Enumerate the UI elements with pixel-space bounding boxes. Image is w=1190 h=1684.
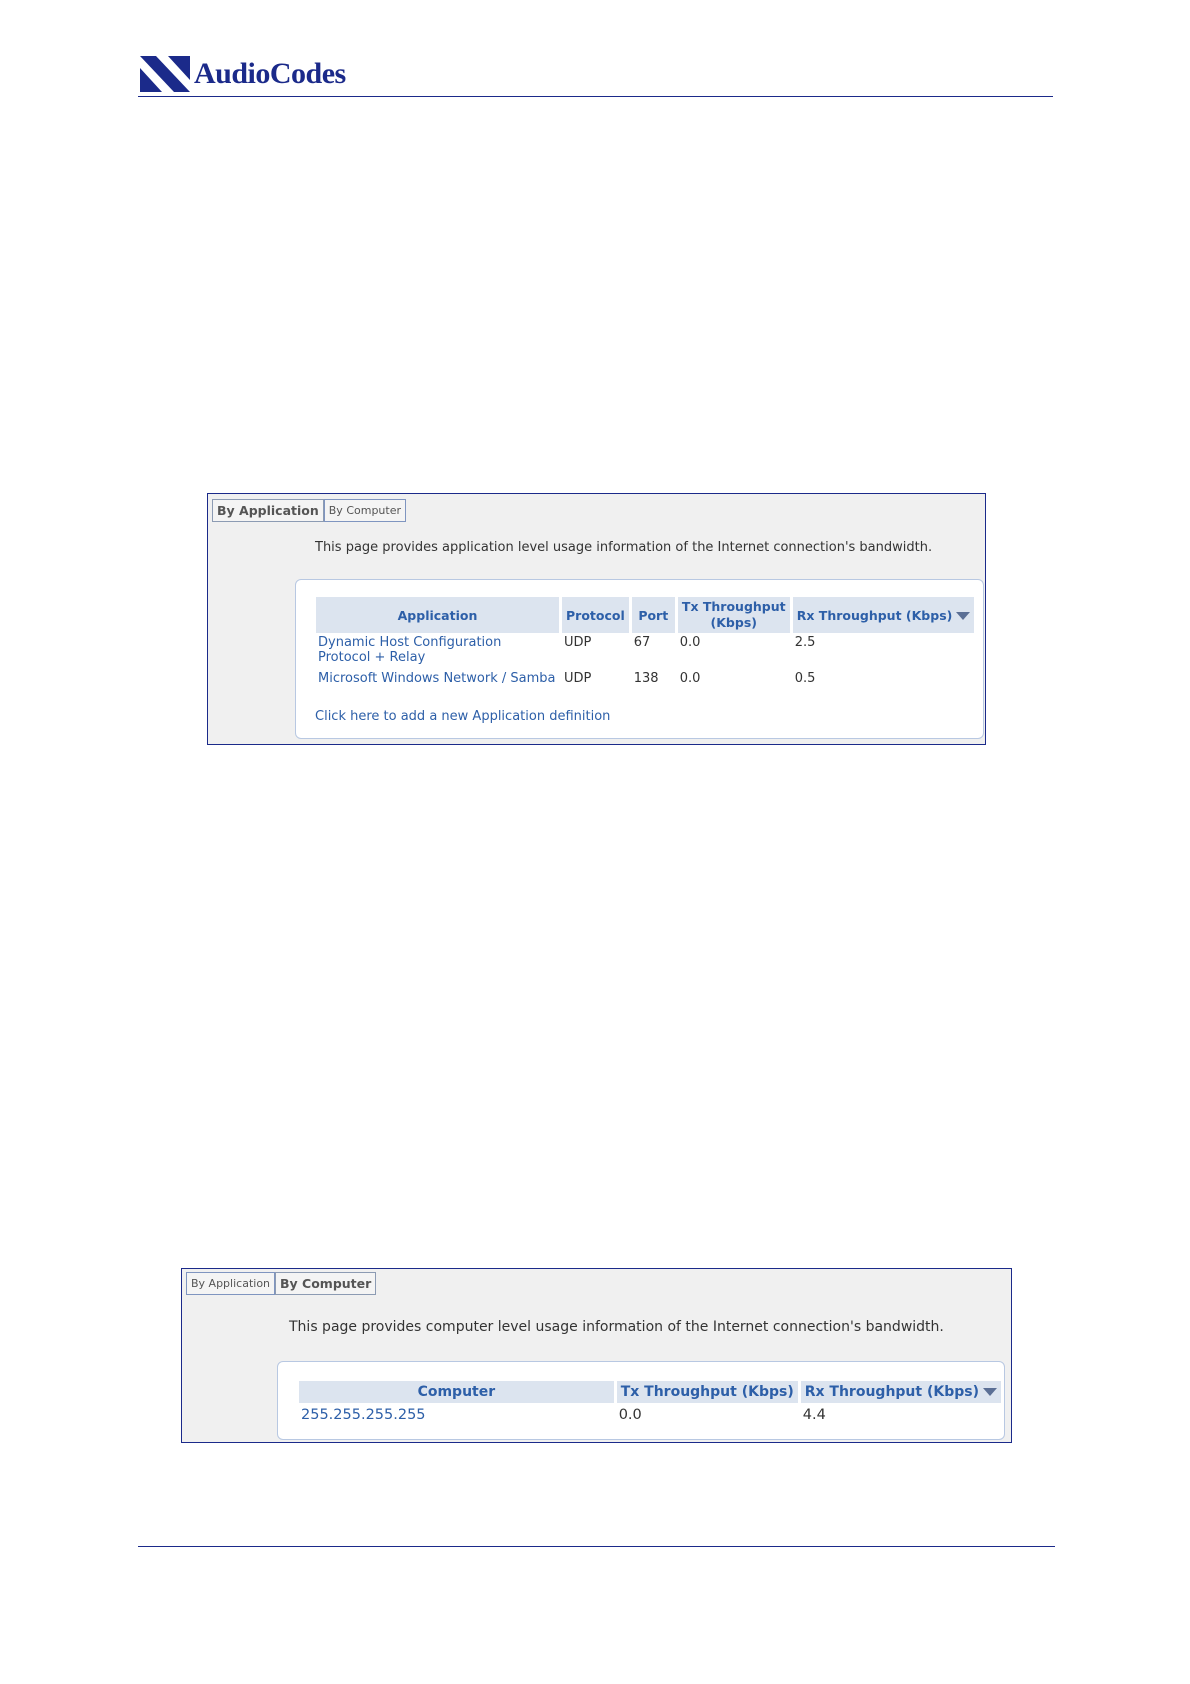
tab-by-computer[interactable]: By Computer (324, 499, 406, 522)
sort-descending-icon[interactable] (956, 612, 970, 620)
computer-link[interactable]: 255.255.255.255 (301, 1407, 426, 1423)
column-header-rx-throughput[interactable]: Rx Throughput (Kbps) (801, 1381, 1001, 1403)
logo-text: AudioCodes (194, 57, 346, 90)
column-header-port[interactable]: Port (632, 597, 675, 633)
column-header-protocol[interactable]: Protocol (562, 597, 629, 633)
tx-throughput-cell: 0.0 (618, 1407, 642, 1423)
rx-throughput-cell: 0.5 (794, 671, 816, 686)
rx-throughput-cell: 2.5 (794, 635, 816, 650)
page-description: This page provides computer level usage information of the Internet connection's bandwidth. (289, 1319, 944, 1335)
tx-throughput-cell: 0.0 (679, 671, 701, 686)
page-description: This page provides application level usage information of the Internet connection's bandwidth. (315, 540, 933, 555)
table-row (299, 1403, 1001, 1425)
application-usage-table (313, 597, 977, 705)
protocol-cell: UDP (564, 671, 592, 686)
application-link[interactable]: Dynamic Host Configuration Protocol + Relay (318, 635, 502, 665)
port-cell: 67 (633, 635, 651, 650)
rx-throughput-cell: 4.4 (802, 1407, 826, 1423)
tab-bar (186, 1272, 376, 1295)
sort-descending-icon[interactable] (983, 1388, 997, 1396)
add-application-definition-link[interactable]: Click here to add a new Application definition (315, 709, 611, 724)
audiocodes-logo-mark-icon (140, 56, 190, 92)
tx-throughput-cell: 0.0 (679, 635, 701, 650)
tab-bar (212, 499, 406, 522)
column-header-rx-throughput[interactable]: Rx Throughput (Kbps) (793, 597, 975, 633)
port-cell: 138 (633, 671, 659, 686)
by-application-screenshot (207, 493, 986, 745)
by-computer-screenshot (181, 1268, 1012, 1443)
table-row (316, 669, 974, 705)
usage-panel (277, 1361, 1005, 1440)
protocol-cell: UDP (564, 635, 592, 650)
usage-panel (295, 579, 984, 739)
tab-by-application[interactable]: By Application (186, 1272, 275, 1295)
column-header-tx-throughput[interactable]: Tx Throughput (Kbps) (678, 597, 790, 633)
application-link[interactable]: Microsoft Windows Network / Samba (318, 671, 556, 686)
column-header-computer[interactable]: Computer (299, 1381, 614, 1403)
audiocodes-logo (140, 55, 346, 93)
column-header-application[interactable]: Application (316, 597, 559, 633)
tab-by-application[interactable]: By Application (212, 499, 324, 522)
footer-rule (138, 1546, 1055, 1547)
header-rule (138, 96, 1053, 97)
column-header-tx-throughput[interactable]: Tx Throughput (Kbps) (617, 1381, 798, 1403)
computer-usage-table (296, 1381, 1004, 1425)
tab-by-computer[interactable]: By Computer (275, 1272, 376, 1295)
table-row (316, 633, 974, 669)
